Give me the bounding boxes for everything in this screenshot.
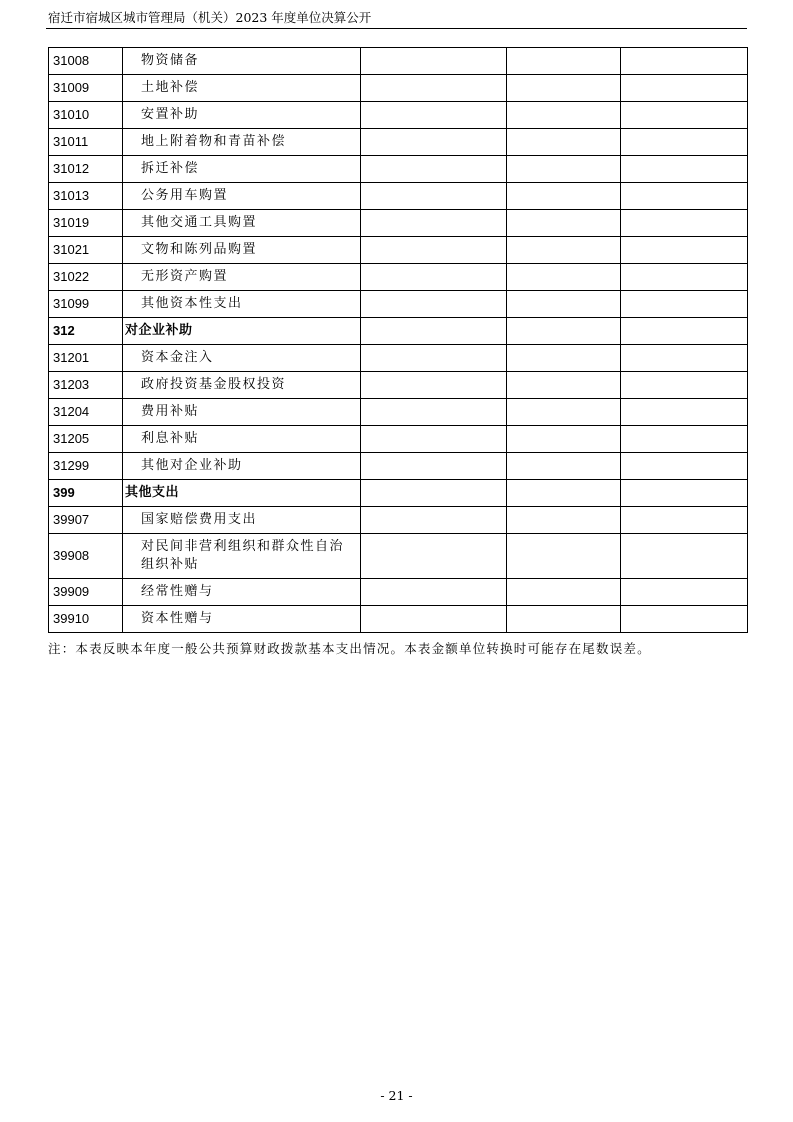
table-row: [49, 156, 748, 183]
amount-cell-1: [361, 606, 507, 633]
amount-cell-3: [621, 291, 748, 318]
amount-cell-3: [621, 102, 748, 129]
subject-code-cell: 31022: [49, 264, 123, 291]
amount-cell-3: [621, 129, 748, 156]
table-section-row: [49, 480, 748, 507]
subject-name-cell: 文物和陈列品购置: [123, 237, 361, 264]
amount-cell-3: [621, 534, 748, 579]
subject-name-cell: 地上附着物和青苗补偿: [123, 129, 361, 156]
amount-cell-2: [507, 264, 621, 291]
subject-code-cell: 399: [49, 480, 123, 507]
subject-name-cell: 安置补助: [123, 102, 361, 129]
amount-cell-2: [507, 318, 621, 345]
amount-cell-2: [507, 579, 621, 606]
subject-name-cell: 公务用车购置: [123, 183, 361, 210]
subject-code-cell: 39908: [49, 534, 123, 579]
amount-cell-1: [361, 183, 507, 210]
amount-cell-1: [361, 579, 507, 606]
subject-name-cell: 物资储备: [123, 48, 361, 75]
amount-cell-2: [507, 372, 621, 399]
subject-code-cell: 31021: [49, 237, 123, 264]
amount-cell-1: [361, 102, 507, 129]
subject-code-cell: 31009: [49, 75, 123, 102]
table-row: [49, 426, 748, 453]
amount-cell-3: [621, 579, 748, 606]
amount-cell-2: [507, 606, 621, 633]
amount-cell-2: [507, 75, 621, 102]
subject-name-cell: 对民间非营利组织和群众性自治组织补贴: [123, 534, 361, 579]
subject-code-cell: 312: [49, 318, 123, 345]
amount-cell-2: [507, 399, 621, 426]
amount-cell-2: [507, 102, 621, 129]
table-row: [49, 372, 748, 399]
expenditure-table-body: [49, 48, 748, 633]
amount-cell-1: [361, 453, 507, 480]
subject-code-cell: 31099: [49, 291, 123, 318]
amount-cell-3: [621, 75, 748, 102]
amount-cell-2: [507, 426, 621, 453]
amount-cell-2: [507, 480, 621, 507]
amount-cell-1: [361, 372, 507, 399]
subject-code-cell: 31204: [49, 399, 123, 426]
subject-name-cell: 利息补贴: [123, 426, 361, 453]
amount-cell-1: [361, 399, 507, 426]
subject-name-cell: 其他交通工具购置: [123, 210, 361, 237]
amount-cell-1: [361, 156, 507, 183]
table-row: [49, 264, 748, 291]
table-row: [49, 291, 748, 318]
subject-name-cell: 其他资本性支出: [123, 291, 361, 318]
subject-name-cell: 经常性赠与: [123, 579, 361, 606]
subject-code-cell: 31010: [49, 102, 123, 129]
subject-name-cell: 土地补偿: [123, 75, 361, 102]
amount-cell-2: [507, 129, 621, 156]
amount-cell-3: [621, 264, 748, 291]
subject-name-cell: 无形资产购置: [123, 264, 361, 291]
table-row: [49, 48, 748, 75]
subject-code-cell: 39909: [49, 579, 123, 606]
table-row: [49, 210, 748, 237]
amount-cell-1: [361, 129, 507, 156]
amount-cell-3: [621, 48, 748, 75]
amount-cell-2: [507, 291, 621, 318]
amount-cell-1: [361, 237, 507, 264]
table-section-row: [49, 318, 748, 345]
amount-cell-1: [361, 318, 507, 345]
table-row: [49, 606, 748, 633]
table-row: [49, 75, 748, 102]
amount-cell-3: [621, 318, 748, 345]
amount-cell-1: [361, 210, 507, 237]
amount-cell-3: [621, 480, 748, 507]
amount-cell-1: [361, 480, 507, 507]
amount-cell-3: [621, 606, 748, 633]
amount-cell-3: [621, 426, 748, 453]
amount-cell-1: [361, 345, 507, 372]
amount-cell-2: [507, 156, 621, 183]
table-row: [49, 129, 748, 156]
expenditure-table: [48, 47, 748, 633]
amount-cell-2: [507, 183, 621, 210]
amount-cell-3: [621, 345, 748, 372]
subject-code-cell: 31011: [49, 129, 123, 156]
amount-cell-3: [621, 372, 748, 399]
header-divider: [46, 28, 747, 29]
amount-cell-3: [621, 399, 748, 426]
table-row: [49, 102, 748, 129]
amount-cell-2: [507, 345, 621, 372]
subject-name-cell: 费用补贴: [123, 399, 361, 426]
table-row: [49, 345, 748, 372]
subject-name-cell: 对企业补助: [123, 318, 361, 345]
table-row: [49, 453, 748, 480]
amount-cell-3: [621, 453, 748, 480]
subject-code-cell: 31203: [49, 372, 123, 399]
table-row: [49, 507, 748, 534]
amount-cell-2: [507, 210, 621, 237]
amount-cell-1: [361, 264, 507, 291]
amount-cell-2: [507, 48, 621, 75]
table-row: [49, 399, 748, 426]
amount-cell-1: [361, 426, 507, 453]
table-row: [49, 183, 748, 210]
subject-code-cell: 31008: [49, 48, 123, 75]
subject-code-cell: 31299: [49, 453, 123, 480]
amount-cell-2: [507, 453, 621, 480]
amount-cell-3: [621, 156, 748, 183]
amount-cell-1: [361, 75, 507, 102]
subject-code-cell: 31013: [49, 183, 123, 210]
amount-cell-2: [507, 534, 621, 579]
amount-cell-3: [621, 183, 748, 210]
subject-name-cell: 资本性赠与: [123, 606, 361, 633]
amount-cell-2: [507, 507, 621, 534]
subject-code-cell: 31019: [49, 210, 123, 237]
amount-cell-1: [361, 48, 507, 75]
amount-cell-3: [621, 210, 748, 237]
subject-code-cell: 31201: [49, 345, 123, 372]
page-number: - 21 -: [380, 1088, 413, 1103]
subject-code-cell: 31205: [49, 426, 123, 453]
subject-name-cell: 资本金注入: [123, 345, 361, 372]
table-row: [49, 579, 748, 606]
subject-code-cell: 39910: [49, 606, 123, 633]
table-row: [49, 237, 748, 264]
amount-cell-1: [361, 507, 507, 534]
subject-name-cell: 其他支出: [123, 480, 361, 507]
document-header-title: 宿迁市宿城区城市管理局（机关）2023 年度单位决算公开: [48, 10, 372, 25]
amount-cell-2: [507, 237, 621, 264]
subject-name-cell: 国家赔偿费用支出: [123, 507, 361, 534]
table-row: [49, 534, 748, 579]
subject-name-cell: 拆迁补偿: [123, 156, 361, 183]
subject-code-cell: 39907: [49, 507, 123, 534]
amount-cell-1: [361, 291, 507, 318]
subject-name-cell: 其他对企业补助: [123, 453, 361, 480]
amount-cell-3: [621, 507, 748, 534]
amount-cell-3: [621, 237, 748, 264]
subject-name-cell: 政府投资基金股权投资: [123, 372, 361, 399]
amount-cell-1: [361, 534, 507, 579]
table-footnote: 注：本表反映本年度一般公共预算财政拨款基本支出情况。本表金额单位转换时可能存在尾数误差。: [48, 641, 651, 656]
subject-code-cell: 31012: [49, 156, 123, 183]
